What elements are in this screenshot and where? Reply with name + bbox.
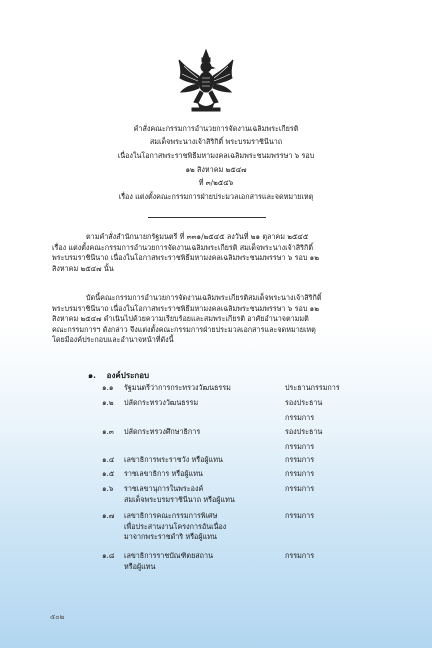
order-title-line-1: คำสั่งคณะกรรมการอำนวยการจัดงานเฉลิมพระเกียรติ xyxy=(133,124,299,133)
member-role: รองประธาน กรรมการ xyxy=(285,427,323,451)
paragraph-line: พระบรมราชินีนาถ เนื่องในโอกาสพระราชพิธีมหามงคลเฉลิมพระชนมพรรษา ๖ รอบ ๑๒ xyxy=(52,303,319,313)
garuda-emblem-icon xyxy=(176,48,236,114)
member-name: ราชเลขานุการในพระองค์ สมเด็จพระบรมราชินีนาถ หรือผู้แทน xyxy=(124,484,235,504)
member-name: ปลัดกระทรวงศึกษาธิการ xyxy=(124,427,201,436)
member-role: กรรมการ xyxy=(285,551,315,560)
order-title-line-2: สมเด็จพระนางเจ้าสิริกิติ์ พระบรมราชินีนาถ xyxy=(149,137,283,146)
member-number: ๑.๕ xyxy=(102,469,115,478)
section-number: ๑. xyxy=(88,370,96,380)
member-number: ๑.๗ xyxy=(102,511,115,520)
paragraph-line: เรื่อง แต่งตั้งคณะกรรมการอำนวยการจัดงานเฉลิมพระเกียรติ สมเด็จพระนางเจ้าสิริกิติ์ xyxy=(52,242,314,252)
order-title-line-3: เนื่องในโอกาสพระราชพิธีมหามงคลเฉลิมพระชนมพรรษา ๖ รอบ xyxy=(117,151,315,160)
member-number: ๑.๖ xyxy=(102,484,114,493)
order-date: ๑๒ สิงหาคม ๒๕๔๗ xyxy=(185,165,247,174)
member-role: กรรมการ xyxy=(285,484,315,493)
member-name: เลขาธิการราชบัณฑิตยสถาน หรือผู้แทน xyxy=(124,551,213,571)
paragraph-line: โดยมีองค์ประกอบและอำนาจหน้าที่ดังนี้ xyxy=(52,335,174,345)
paragraph-line: สิงหาคม ๒๕๔๗ นั้น xyxy=(52,263,114,273)
paragraph-line: คณะกรรมการฯ ดังกล่าว จึงแต่งตั้งคณะกรรมการฝ่ายประมวลเอกสารและจดหมายเหตุ xyxy=(52,324,316,334)
member-role: กรรมการ xyxy=(285,455,315,464)
member-name: รัฐมนตรีว่าการกระทรวงวัฒนธรรม xyxy=(124,383,231,392)
member-number: ๑.๑ xyxy=(102,383,114,392)
paragraph-line: บัดนี้คณะกรรมการอำนวยการจัดงานเฉลิมพระเกียรติสมเด็จพระนางเจ้าสิริกิติ์ xyxy=(86,293,322,302)
member-role: กรรมการ xyxy=(285,469,315,478)
paragraph-2 xyxy=(52,293,378,346)
member-role: ประธานกรรมการ xyxy=(285,383,340,392)
member-name: เลขาธิการพระราชวัง หรือผู้แทน xyxy=(124,455,223,464)
member-number: ๑.๓ xyxy=(102,427,114,436)
member-number: ๑.๔ xyxy=(102,455,115,464)
member-name: ราชเลขาธิการ หรือผู้แทน xyxy=(124,469,203,478)
member-role: กรรมการ xyxy=(285,511,315,520)
paragraph-line: ตามคำสั่งสำนักนายกรัฐมนตรี ที่ ๓๓๑/๒๕๔๕ ลงวันที่ ๒๑ ตุลาคม ๒๕๔๕ xyxy=(86,232,309,241)
member-number: ๑.๒ xyxy=(102,398,114,407)
member-role: รองประธาน กรรมการ xyxy=(285,398,323,422)
paragraph-line: สิงหาคม ๒๕๔๗ ดำเนินไปด้วยความเรียบร้อยและสมพระเกียรติ อาศัยอำนาจตามมติ xyxy=(52,314,309,324)
header-divider xyxy=(148,217,266,218)
order-subject: เรื่อง แต่งตั้งคณะกรรมการฝ่ายประมวลเอกสารและจดหมายเหตุ xyxy=(118,192,314,201)
page-number: ๕๐๒ xyxy=(50,613,65,621)
paragraph-1 xyxy=(52,232,378,274)
paragraph-line: พระบรมราชินีนาถ เนื่องในโอกาสพระราชพิธีมหามงคลเฉลิมพระชนมพรรษา ๖ รอบ ๑๒ xyxy=(52,253,319,263)
member-name: ปลัดกระทรวงวัฒนธรรม xyxy=(124,398,199,407)
member-number: ๑.๘ xyxy=(102,551,115,560)
section-heading xyxy=(88,369,149,382)
member-name: เลขาธิการคณะกรรมการพิเศษ เพื่อประสานงานโครงการอันเนื่อง มาจากพระราชดำริ หรือผู้แทน xyxy=(124,511,227,542)
section-title: องค์ประกอบ xyxy=(106,370,150,380)
order-number: ที่ ๓/๒๕๔๖ xyxy=(198,178,234,187)
